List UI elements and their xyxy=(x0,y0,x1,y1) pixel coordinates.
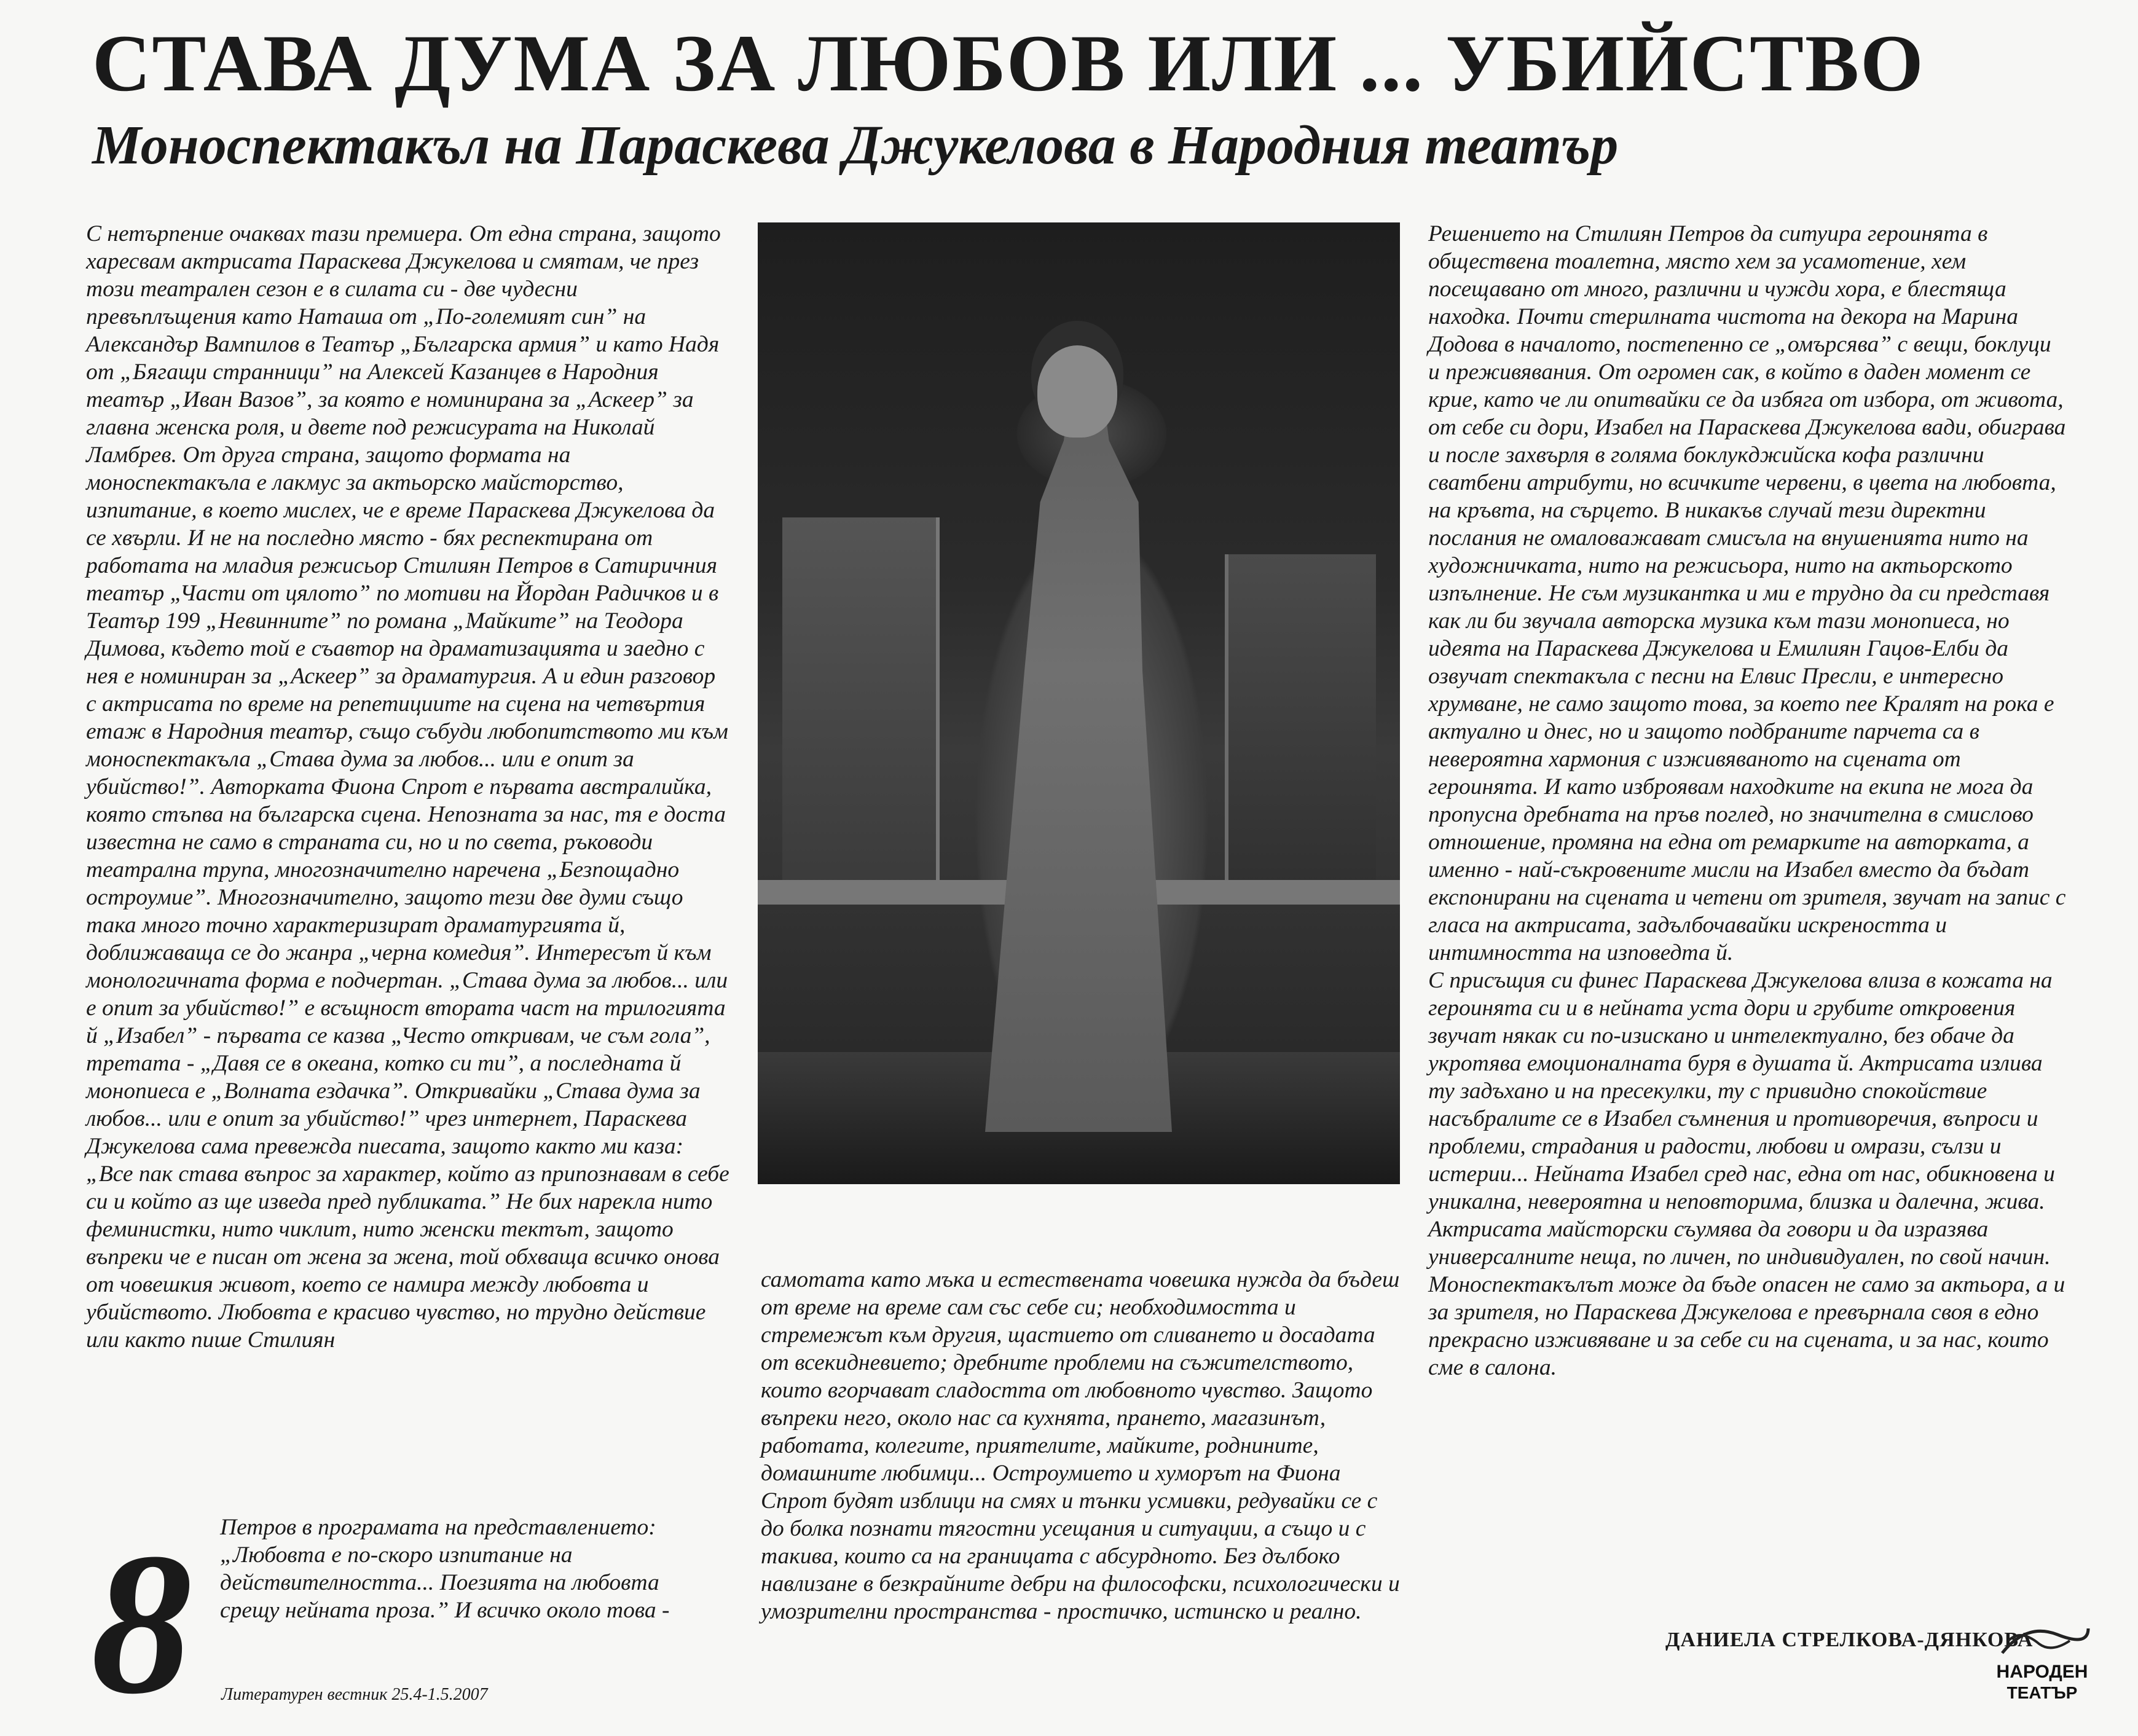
photo-mirror-left xyxy=(782,517,940,898)
article-column-3 xyxy=(1428,220,2067,1381)
article-subheadline: Моноспектакъл на Параскева Джукелова в Народния театър xyxy=(92,115,1619,176)
theatre-logo xyxy=(1990,1616,2094,1708)
photo-figure-head xyxy=(1037,345,1117,438)
article-column-2 xyxy=(761,1266,1406,1625)
photo-figure-dress xyxy=(985,364,1182,1132)
column-3-paragraph-3: Моноспектакълът може да бъде опасен не само за актьора, а и за зрителя, но Параскева Джукелова е превърнала своя в едно прекрасно изживяване и за себе си на сцената, и за нас, които сме в салона. xyxy=(1428,1272,2065,1380)
source-citation: Литературен вестник 25.4-1.5.2007 xyxy=(221,1685,488,1704)
column-3-paragraph-2: С присъщия си финес Параскева Джукелова влиза в кожата на героинята си и в нейната уста дори и грубите откровения звучат някак си по-изискано и интелектуално, без обаче да укротява емоционалната буря в душата й. Актрисата излива ту задъхано и на пресекулки, ту с привидно спокойствие насъбралите се в Изабел съмнения и противоречия, въпроси и проблеми, страдания и радости, любови и омрази, сълзи и истерии... Нейната Изабел сред нас, една от нас, обикновена и уникална, невероятна и неповторима, близка и далечна, жива. Актрисата майсторски съумява да говори и да изразява универсалните неща, по личен, по индивидуален, по свой начин. xyxy=(1428,968,2055,1270)
column-2-text: самотата като мъка и естествената човешка нужда да бъдеш от време на време сам със себе си; необходимостта и стремежът към другия, щастието от сливането и досадата от всекидневието; дребните проблеми на съжителството, които вгорчават сладостта от любовното чувство. Защото въпреки него, около нас са кухнята, прането, магазинът, работата, колегите, приятелите, майките, роднините, домашните любимци... Остроумието и хуморът на Фиона Спрот будят изблици на смях и тънки усмивки, редувайки се с до болка познати тягостни усещания и ситуации, а също и с такива, които са на границата с абсурдното. Без дълбоко навлизане в безкрайните дебри на философски, психологически и умозрителни пространства - простичко, истинско и реално. xyxy=(761,1267,1400,1624)
photo-mirror-right xyxy=(1225,554,1376,898)
column-1-text: С нетърпение очаквах тази премиера. От една страна, защото харесвам актрисата Параскева Джукелова и смятам, че през този театрален сезон е в силата си - две чудесни превъплъщения като Наташа от „По-големият син” на Александър Вампилов в Театър „Българска армия” и като Надя от „Бягащи странници” на Алексей Казанцев в Народния театър „Иван Вазов”, за която е номинирана за „Аскеер” за главна женска роля, и двете под режисурата на Николай Ламбрев. От друга страна, защото формата на моноспектакъла е лакмус за актьорско майсторство, изпитание, в което мислех, че е време Параскева Джукелова да се хвърли. И не на последно място - бях респектирана от работата на младия режисьор Стилиян Петров в Сатиричния театър „Части от цялото” по мотиви на Йордан Радичков и в Театър 199 „Невинните” по романа „Майките” на Теодора Димова, където той е съавтор на драматизацията и заедно с нея е номиниран за „Аскеер” за драматургия. А и един разговор с актрисата по време на репетициите на сцена на четвъртия етаж в Народния театър, също събуди любопитството ми към моноспектакъла „Става дума за любов... или е опит за убийство!”. Авторката Фиона Спрот е първата австралийка, която стъпва на българска сцена. Непозната за нас, тя е доста известна не само в страната си, но и по света, ръководи театрална трупа, многозначително наречена „Безпощадно остроумие”. Многозначително, защото тези две думи също така много точно характеризират драматургията й, доближаваща се до жанра „черна комедия”. Интересът й към монологичната форма е подчертан. „Става дума за любов... или е опит за убийство!” е всъщност втората част на трилогията й „Изабел” - първата се казва „Често откривам, че съм гола”, третата - „Давя се в океана, котко си ти”, а последната й монопиеса е „Волната ездачка”. Откривайки „Става дума за любов... или е опит за убийство!” чрез интернет, Параскева Джукелова сама превежда пиесата, защото както ми каза: „Все пак става въпрос за характер, който аз припознавам в себе си и който аз ще изведа пред публиката.” Не бих нарекла нито феминистки, нито чиклит, нито женски тектът, защото въпреки че е писан от жена за жена, той обхваща всичко онова от човешкия живот, което се намира между любовта и убийството. Любовта е красиво чувство, но трудно действие или както пише Стилиян xyxy=(86,221,729,1353)
page-number: 8 xyxy=(91,1512,192,1736)
column-3-text: Решението на Стилиян Петров да ситуира героинята в обществена тоалетна, място хем за усамотение, хем посещавано от много, различни и чужди хора, е блестяща находка. Почти стерилната чистота на декора на Марина Додова в началото, постепенно се „омърсява” с вещи, боклуци и преживявания. От огромен сак, в който в даден момент се крие, като че ли опитвайки се да избяга от избора, от живота, от себе си дори, Изабел на Параскева Джукелова вади, обиграва и после захвърля в голяма боклукджийска кофа различни сватбени атрибути, но всичките червени, в цвета на любовта, на кръвта, на сърцето. В никакъв случай тези директни послания не омаловажават смисъла на внушенията нито на художничката, нито на режисьора, нито на актьорското изпълнение. Не съм музикантка и ми е трудно да си представя как ли би звучала авторска музика към тази монопиеса, но идеята на Параскева Джукелова и Емилиян Гацов-Елби да озвучат спектакъла с песни на Елвис Пресли, е интересно хрумване, не само защото това, за което пее Кралят на рока е актуално и днес, но и защото подбраните парчета са в невероятна хармония с изживяваното на сцената от героинята. И като изброявам находките на екипа не мога да пропусна дребната на пръв поглед, но значителна в смислово отношение, промяна на една от ремарките на авторката, а именно - най-съкровените мисли на Изабел вместо да бъдат експонирани на сцената и четени от зрителя, звучат на запис с гласа на актрисата, задълбочавайки искреността и интимността на изповедта й. xyxy=(1428,221,2066,965)
article-author: ДАНИЕЛА СТРЕЛКОВА-ДЯНКОВА xyxy=(1665,1628,2034,1651)
column-1-tail-text: Петров в програмата на представлението: „Любовта е по-скоро изпитание на действителността... Поезията на любовта срещу нейната проза.” И всичко около това - xyxy=(220,1515,670,1623)
actress-photo xyxy=(758,222,1400,1184)
article-column-1 xyxy=(86,220,731,1354)
article-column-1-continuation xyxy=(220,1514,724,1624)
logo-line-1: НАРОДЕН xyxy=(1996,1662,2088,1682)
logo-line-2: ТЕАТЪР xyxy=(2006,1683,2078,1702)
article-headline: СТАВА ДУМА ЗА ЛЮБОВ ИЛИ ... УБИЙСТВО xyxy=(92,18,1925,108)
